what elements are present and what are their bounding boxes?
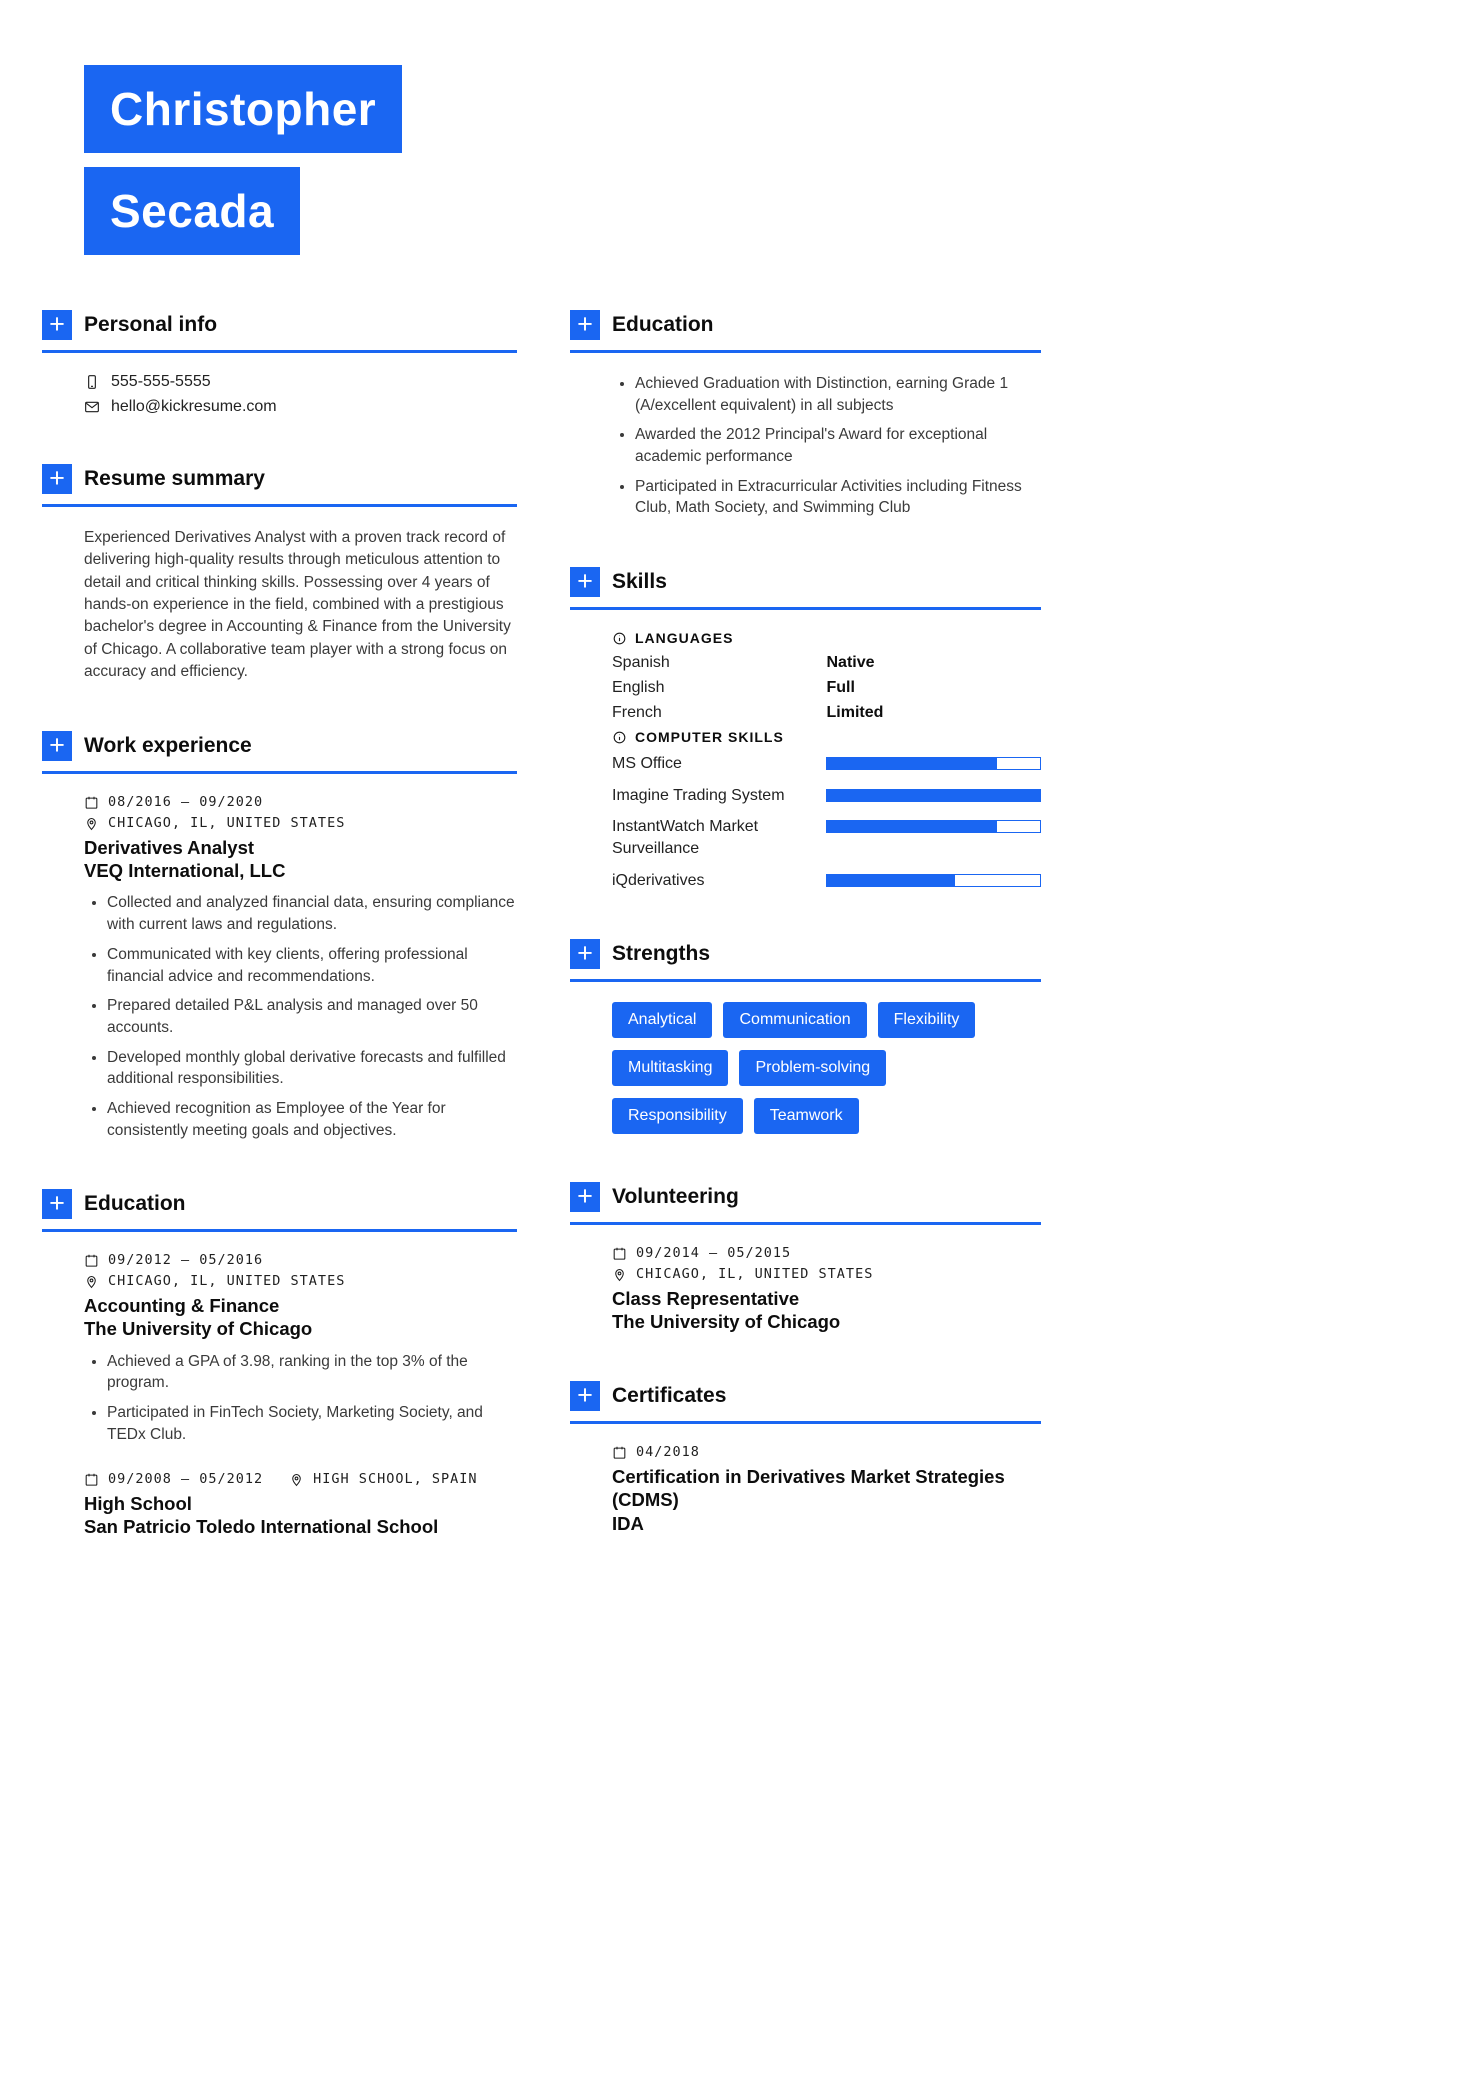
strength-chip: Multitasking bbox=[612, 1050, 728, 1086]
bullet-item: • Participated in Extracurricular Activities including Fitness Club, Math Society, and Swimming Club bbox=[635, 476, 1041, 519]
education-left-body bbox=[84, 1252, 517, 1538]
volunteer-org: The University of Chicago bbox=[612, 1311, 841, 1333]
calendar-icon bbox=[84, 795, 99, 810]
strength-chip: Flexibility bbox=[878, 1002, 976, 1038]
languages-subheading bbox=[612, 630, 1041, 646]
name-block bbox=[84, 65, 1468, 255]
bullet-item: • Achieved Graduation with Distinction, earning Grade 1 (A/excellent equivalent) in all subjects bbox=[635, 373, 1041, 416]
language-name: French bbox=[612, 704, 662, 722]
section-title: Volunteering bbox=[612, 1185, 739, 1209]
language-row bbox=[612, 679, 1041, 697]
section-header bbox=[42, 310, 517, 353]
chip-row bbox=[612, 1098, 1041, 1134]
certificates-body bbox=[612, 1444, 1041, 1534]
dates-text: 09/2012 – 05/2016 bbox=[108, 1252, 264, 1269]
section-personal-info bbox=[42, 310, 517, 416]
section-work-experience bbox=[42, 731, 517, 1141]
education-bullets bbox=[84, 1351, 517, 1446]
language-name: English bbox=[612, 679, 665, 697]
computer-skills-subheading bbox=[612, 729, 1041, 745]
skill-progress-fill bbox=[827, 821, 997, 832]
certificate-entry bbox=[612, 1444, 1041, 1534]
bullet-item: • Participated in FinTech Society, Marketing Society, and TEDx Club. bbox=[107, 1402, 517, 1445]
dates-row bbox=[84, 794, 517, 810]
dates-row bbox=[612, 1444, 1041, 1460]
section-title: Personal info bbox=[84, 313, 218, 336]
section-header bbox=[570, 939, 1041, 982]
strength-chip: Analytical bbox=[612, 1002, 712, 1038]
section-header bbox=[570, 567, 1041, 610]
bullet-item: • Achieved recognition as Employee of the Year for consistently meeting goals and objectives. bbox=[107, 1098, 517, 1141]
location-text: CHICAGO, IL, UNITED STATES bbox=[108, 815, 346, 832]
language-name: Spanish bbox=[612, 654, 670, 672]
subheading-label: COMPUTER SKILLS bbox=[635, 729, 784, 746]
degree-name: Accounting & Finance bbox=[84, 1295, 280, 1317]
dates-row bbox=[84, 1252, 517, 1268]
section-header bbox=[570, 310, 1041, 353]
plus-icon: + bbox=[570, 310, 600, 340]
section-education-right bbox=[570, 310, 1041, 519]
language-level: Native bbox=[826, 654, 875, 672]
skill-name: Imagine Trading System bbox=[612, 786, 785, 804]
section-header bbox=[42, 464, 517, 507]
chip-row bbox=[612, 1050, 1041, 1086]
strengths-body bbox=[612, 1002, 1041, 1134]
dates-location-row bbox=[84, 1471, 517, 1487]
certificate-issuer: IDA bbox=[612, 1512, 644, 1534]
education-entry-university bbox=[84, 1252, 517, 1445]
skill-name: MS Office bbox=[612, 755, 682, 773]
computer-skill-row bbox=[612, 870, 1041, 892]
personal-info-body bbox=[84, 373, 517, 416]
section-title: Education bbox=[612, 313, 714, 336]
location-pin-icon bbox=[84, 1274, 99, 1289]
email-icon bbox=[84, 399, 100, 415]
work-bullets bbox=[84, 892, 517, 1141]
email-address: hello@kickresume.com bbox=[111, 398, 277, 415]
location-row bbox=[612, 1266, 1041, 1282]
company-name: VEQ International, LLC bbox=[84, 860, 286, 882]
plus-icon: + bbox=[42, 464, 72, 494]
section-header bbox=[570, 1381, 1041, 1424]
calendar-icon bbox=[84, 1472, 99, 1487]
school-name: The University of Chicago bbox=[84, 1318, 313, 1340]
bullet-item: • Achieved a GPA of 3.98, ranking in the top 3% of the program. bbox=[107, 1351, 517, 1394]
section-education-left bbox=[42, 1189, 517, 1538]
skill-name: iQderivatives bbox=[612, 871, 705, 889]
skill-progress-bar bbox=[826, 874, 1041, 887]
skills-body bbox=[612, 630, 1041, 891]
section-resume-summary bbox=[42, 464, 517, 683]
skill-progress-fill bbox=[827, 875, 955, 886]
skill-name: InstantWatch Market Surveillance bbox=[612, 818, 759, 857]
section-title: Resume summary bbox=[84, 467, 265, 490]
volunteering-body bbox=[612, 1245, 1041, 1333]
skill-progress-bar bbox=[826, 757, 1041, 770]
info-icon bbox=[612, 730, 627, 745]
work-entry bbox=[84, 794, 517, 1141]
section-strengths bbox=[570, 939, 1041, 1134]
bullet-item: • Prepared detailed P&L analysis and managed over 50 accounts. bbox=[107, 995, 517, 1038]
section-header bbox=[42, 731, 517, 774]
language-level: Full bbox=[826, 679, 855, 697]
skill-progress-fill bbox=[827, 790, 1040, 801]
section-header bbox=[42, 1189, 517, 1232]
plus-icon: + bbox=[570, 939, 600, 969]
section-volunteering bbox=[570, 1182, 1041, 1333]
phone-number: 555-555-5555 bbox=[111, 373, 211, 390]
strength-chip: Communication bbox=[723, 1002, 866, 1038]
location-row bbox=[84, 815, 517, 831]
dates-text: 04/2018 bbox=[636, 1444, 700, 1461]
calendar-icon bbox=[612, 1445, 627, 1460]
location-text: CHICAGO, IL, UNITED STATES bbox=[636, 1266, 874, 1283]
location-pin-icon bbox=[289, 1472, 304, 1487]
first-name: Christopher bbox=[84, 65, 402, 153]
location-text: CHICAGO, IL, UNITED STATES bbox=[108, 1273, 346, 1290]
phone-icon bbox=[84, 374, 100, 390]
email-row bbox=[84, 398, 517, 416]
bullet-item: • Developed monthly global derivative forecasts and fulfilled additional responsibilities. bbox=[107, 1047, 517, 1090]
section-title: Skills bbox=[612, 570, 667, 594]
computer-skill-row bbox=[612, 785, 1041, 807]
volunteer-role: Class Representative bbox=[612, 1288, 800, 1310]
plus-icon: + bbox=[42, 310, 72, 340]
section-skills bbox=[570, 567, 1041, 891]
phone-row bbox=[84, 373, 517, 391]
strength-chip: Teamwork bbox=[754, 1098, 859, 1134]
section-header bbox=[570, 1182, 1041, 1225]
volunteering-entry bbox=[612, 1245, 1041, 1333]
plus-icon: + bbox=[42, 1189, 72, 1219]
section-title: Education bbox=[84, 1192, 186, 1216]
left-column bbox=[42, 310, 517, 1587]
section-certificates bbox=[570, 1381, 1041, 1534]
bullet-item: • Communicated with key clients, offering professional financial advice and recommendations. bbox=[107, 944, 517, 987]
language-level: Limited bbox=[826, 704, 884, 722]
strength-chip: Problem-solving bbox=[739, 1050, 886, 1086]
section-title: Certificates bbox=[612, 1384, 727, 1408]
plus-icon: + bbox=[570, 1182, 600, 1212]
last-name: Secada bbox=[84, 167, 300, 255]
dates-text: 09/2014 – 05/2015 bbox=[636, 1245, 792, 1262]
strength-chip: Responsibility bbox=[612, 1098, 743, 1134]
calendar-icon bbox=[84, 1253, 99, 1268]
plus-icon: + bbox=[570, 1381, 600, 1411]
language-row bbox=[612, 654, 1041, 672]
section-title: Strengths bbox=[612, 942, 711, 966]
skill-progress-bar bbox=[826, 789, 1041, 802]
two-column-content bbox=[42, 310, 1041, 1587]
education-right-body bbox=[612, 373, 1041, 519]
plus-icon: + bbox=[42, 731, 72, 761]
degree-name: High School bbox=[84, 1493, 192, 1515]
computer-skill-row bbox=[612, 753, 1041, 775]
right-column bbox=[570, 310, 1041, 1583]
dates-text: 08/2016 – 09/2020 bbox=[108, 794, 264, 811]
dates-text: 09/2008 – 05/2012 bbox=[108, 1471, 264, 1488]
education-bullets bbox=[612, 373, 1041, 519]
language-row bbox=[612, 704, 1041, 722]
bullet-item: • Awarded the 2012 Principal's Award for exceptional academic performance bbox=[635, 424, 1041, 467]
job-title: Derivatives Analyst bbox=[84, 837, 255, 859]
plus-icon: + bbox=[570, 567, 600, 597]
location-pin-icon bbox=[84, 816, 99, 831]
location-row bbox=[84, 1273, 517, 1289]
location-pin-icon bbox=[612, 1267, 627, 1282]
summary-text: Experienced Derivatives Analyst with a proven track record of delivering high-quality results through meticulous attention to detail and critical thinking skills. Possessing over 4 years of hands-on experience in the field, combined with a prestigious bachelor's degree in Accounting & Finance from the University of Chicago. A collaborative team player with a strong focus on accuracy and efficiency. bbox=[84, 529, 511, 680]
education-entry-high-school bbox=[84, 1471, 517, 1538]
subheading-label: LANGUAGES bbox=[635, 630, 734, 647]
school-name: San Patricio Toledo International School bbox=[84, 1516, 439, 1538]
skill-progress-fill bbox=[827, 758, 997, 769]
work-experience-body bbox=[84, 794, 517, 1141]
location-text: HIGH SCHOOL, SPAIN bbox=[313, 1471, 478, 1488]
summary-body bbox=[84, 527, 517, 683]
computer-skill-row bbox=[612, 816, 1041, 859]
calendar-icon bbox=[612, 1246, 627, 1261]
dates-row bbox=[612, 1245, 1041, 1261]
skill-progress-bar bbox=[826, 820, 1041, 833]
bullet-item: • Collected and analyzed financial data, ensuring compliance with current laws and regulations. bbox=[107, 892, 517, 935]
info-icon bbox=[612, 631, 627, 646]
chip-row bbox=[612, 1002, 1041, 1038]
section-title: Work experience bbox=[84, 734, 252, 758]
certificate-name: Certification in Derivatives Market Strategies (CDMS) bbox=[612, 1466, 1005, 1511]
